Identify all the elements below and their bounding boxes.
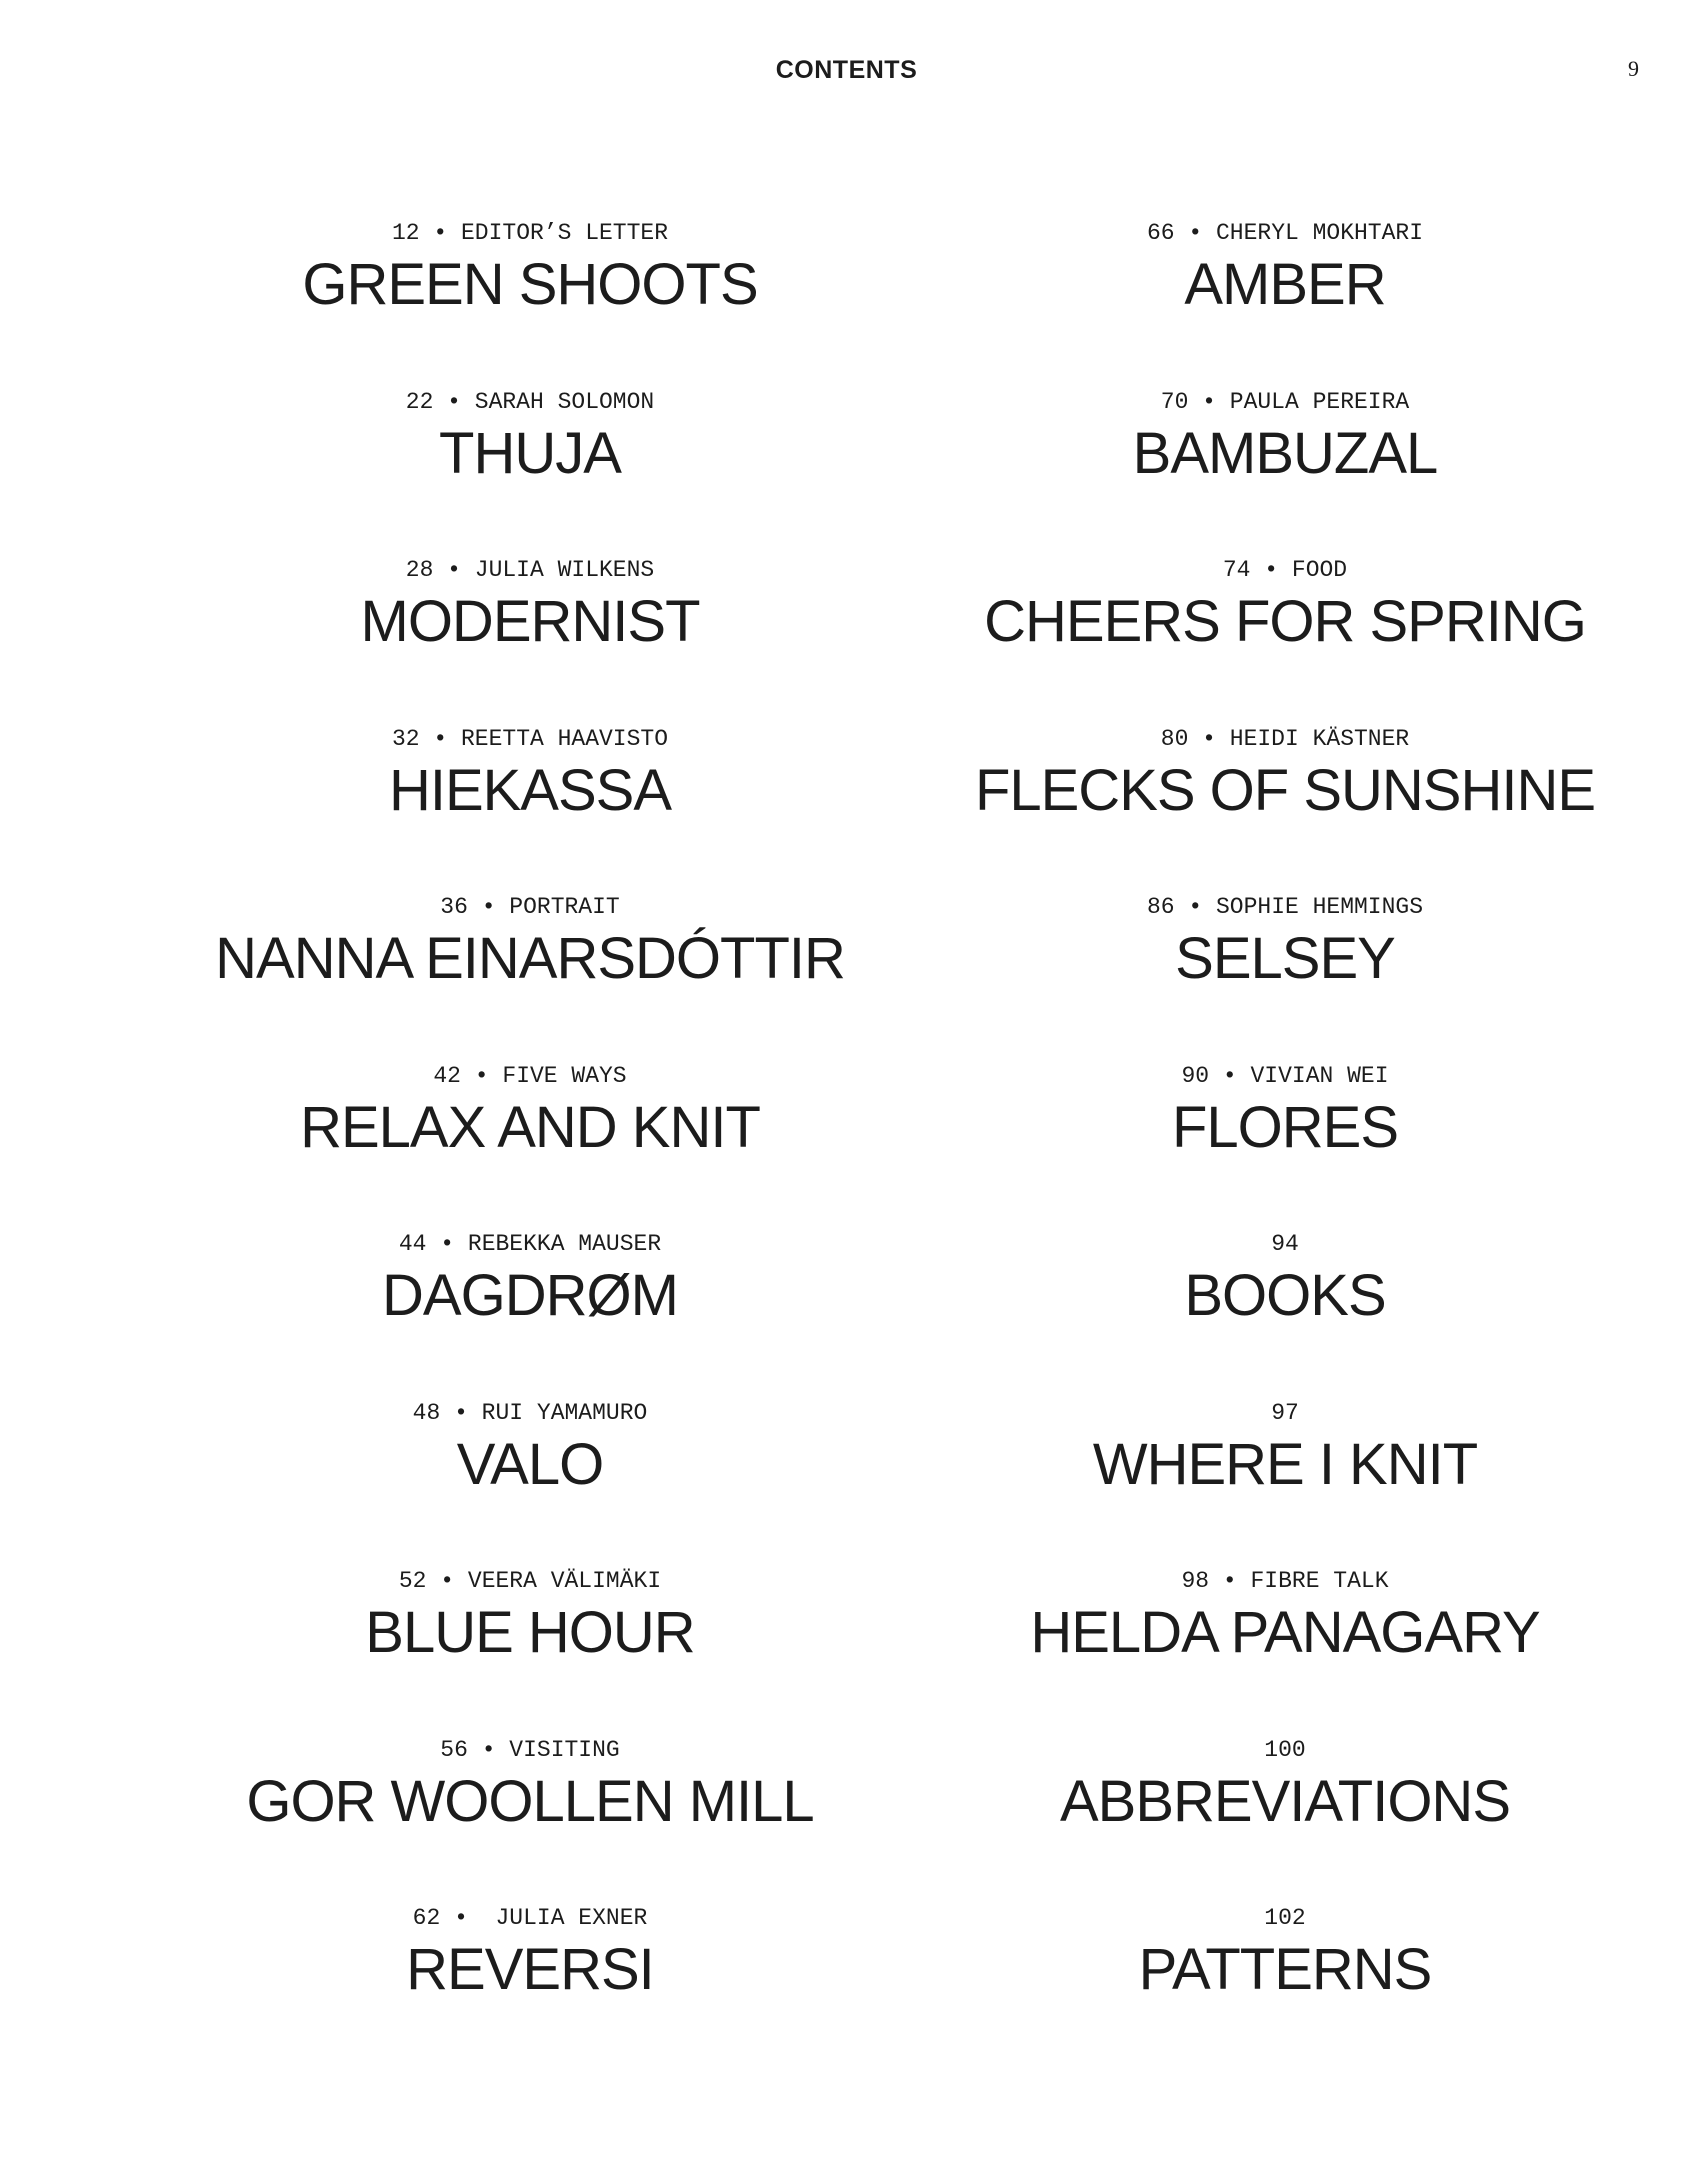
- entry-title: FLORES: [1171, 1094, 1399, 1160]
- entry-title: BOOKS: [1184, 1263, 1386, 1328]
- page-header: [0, 56, 1693, 92]
- entry-title: SELSEY: [1175, 926, 1395, 991]
- entry-meta: 52 • VEERA VÄLIMÄKI: [398, 1568, 662, 1594]
- entry-meta: 98 • FIBRE TALK: [1181, 1568, 1389, 1594]
- entry-meta: 12 • EDITOR’S LETTER: [391, 220, 669, 246]
- toc-entry[interactable]: [905, 1400, 1665, 1569]
- toc-entry[interactable]: [905, 1063, 1665, 1232]
- toc-entry[interactable]: [150, 1568, 910, 1737]
- entry-title: HELDA PANAGARY: [1030, 1600, 1540, 1665]
- entry-meta: 62 • JULIA EXNER: [412, 1905, 648, 1931]
- entry-title: GREEN SHOOTS: [302, 252, 758, 317]
- entry-title: BLUE HOUR: [365, 1600, 695, 1665]
- entry-title: VALO: [456, 1431, 604, 1497]
- entry-meta: 102: [1264, 1905, 1306, 1931]
- entry-title: WHERE I KNIT: [1092, 1431, 1478, 1497]
- toc-entry[interactable]: [905, 1231, 1665, 1400]
- entry-meta: 74 • FOOD: [1222, 557, 1348, 583]
- entry-meta: 100: [1264, 1736, 1306, 1763]
- entry-title: DAGDRØM: [382, 1263, 678, 1328]
- entry-title: NANNA EINARSDÓTTIR: [215, 926, 845, 991]
- entry-meta: 66 • CHERYL MOKHTARI: [1146, 220, 1424, 246]
- toc-column-left: [150, 220, 910, 2074]
- toc-entry[interactable]: [150, 1737, 910, 1906]
- entry-title: THUJA: [439, 420, 621, 486]
- entry-title: RELAX AND KNIT: [300, 1094, 760, 1160]
- toc-entry[interactable]: [150, 1063, 910, 1232]
- entry-meta: 90 • VIVIAN WEI: [1181, 1062, 1389, 1089]
- page-title: CONTENTS: [775, 56, 918, 84]
- entry-meta: 28 • JULIA WILKENS: [405, 557, 655, 583]
- toc-entry[interactable]: [150, 1905, 910, 2074]
- page-number: 9: [1628, 56, 1639, 81]
- entry-title: BAMBUZAL: [1132, 420, 1438, 486]
- entry-title: HIEKASSA: [388, 757, 672, 823]
- toc-entry[interactable]: [905, 1905, 1665, 2074]
- toc-entry[interactable]: [150, 389, 910, 558]
- entry-meta: 44 • REBEKKA MAUSER: [398, 1231, 662, 1257]
- entry-title: AMBER: [1184, 252, 1386, 317]
- entry-meta: 86 • SOPHIE HEMMINGS: [1146, 894, 1424, 920]
- toc-entry[interactable]: [150, 894, 910, 1063]
- toc-entry[interactable]: [150, 1400, 910, 1569]
- entry-meta: 22 • SARAH SOLOMON: [405, 388, 655, 415]
- toc-entry[interactable]: [150, 557, 910, 726]
- toc-entry[interactable]: [905, 389, 1665, 558]
- toc-entry[interactable]: [905, 894, 1665, 1063]
- entry-title: GOR WOOLLEN MILL: [246, 1768, 814, 1834]
- toc-entry[interactable]: [905, 726, 1665, 895]
- entry-title: FLECKS OF SUNSHINE: [974, 757, 1596, 823]
- toc-entry[interactable]: [905, 220, 1665, 389]
- entry-meta: 48 • RUI YAMAMURO: [412, 1399, 648, 1426]
- toc-entry[interactable]: [905, 1737, 1665, 1906]
- entry-meta: 80 • HEIDI KÄSTNER: [1160, 725, 1410, 752]
- entry-title: REVERSI: [406, 1937, 654, 2002]
- entry-meta: 32 • REETTA HAAVISTO: [391, 725, 669, 752]
- entry-title: ABBREVIATIONS: [1059, 1768, 1511, 1834]
- toc-entry[interactable]: [150, 220, 910, 389]
- toc-entry[interactable]: [905, 1568, 1665, 1737]
- toc-entry[interactable]: [905, 557, 1665, 726]
- entry-title: CHEERS FOR SPRING: [984, 589, 1586, 654]
- entry-title: PATTERNS: [1138, 1937, 1432, 2002]
- entry-title: MODERNIST: [360, 589, 700, 654]
- entry-meta: 56 • VISITING: [440, 1736, 620, 1763]
- entry-meta: 42 • FIVE WAYS: [433, 1062, 627, 1089]
- toc-column-right: [905, 220, 1665, 2074]
- entry-meta: 97: [1271, 1399, 1299, 1426]
- toc-entry[interactable]: [150, 726, 910, 895]
- entry-meta: 70 • PAULA PEREIRA: [1160, 388, 1410, 415]
- toc-entry[interactable]: [150, 1231, 910, 1400]
- entry-meta: 94: [1271, 1231, 1299, 1257]
- entry-meta: 36 • PORTRAIT: [440, 894, 620, 920]
